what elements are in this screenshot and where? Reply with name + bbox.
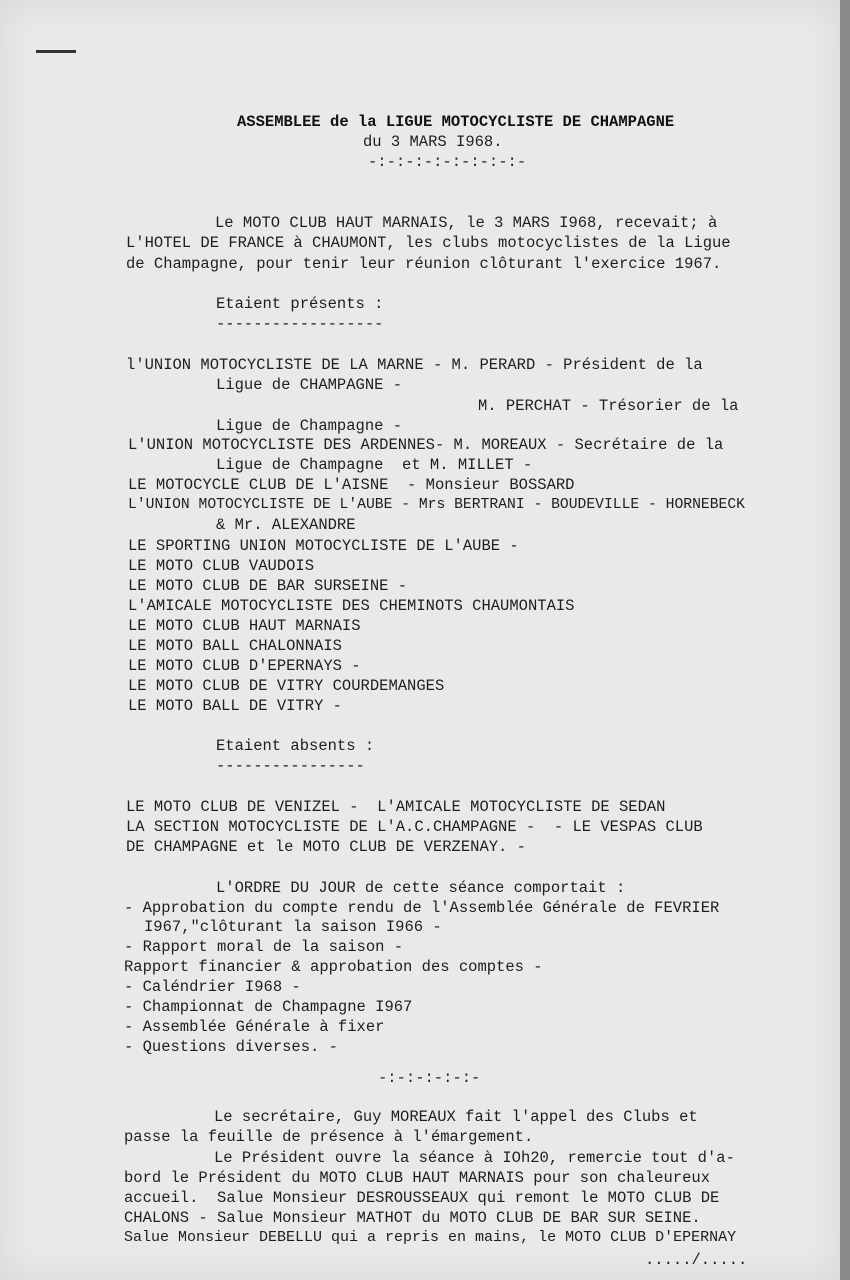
body-line: passe la feuille de présence à l'émargement. <box>124 1128 534 1146</box>
absents-underline: ---------------- <box>216 757 365 775</box>
body-line: Salue Monsieur DEBELLU qui a repris en mains, le MOTO CLUB D'EPERNAY <box>124 1229 737 1246</box>
agenda-intro: L'ORDRE DU JOUR de cette séance comportait : <box>216 879 626 897</box>
present-line: LE MOTO BALL DE VITRY - <box>128 697 342 715</box>
present-line: LE MOTO CLUB HAUT MARNAIS <box>128 617 361 635</box>
present-line: Ligue de CHAMPAGNE - <box>216 376 403 394</box>
body-line: Le secrétaire, Guy MOREAUX fait l'appel des Clubs et <box>214 1108 698 1126</box>
agenda-line: - Rapport moral de la saison - <box>124 938 404 956</box>
present-line: L'UNION MOTOCYCLISTE DE L'AUBE - Mrs BERTRANI - BOUDEVILLE - HORNEBECK <box>128 497 745 513</box>
intro-line: Le MOTO CLUB HAUT MARNAIS, le 3 MARS I968, recevait; à <box>215 214 718 232</box>
agenda-line: Rapport financier & approbation des comptes - <box>124 958 543 976</box>
present-line: M. PERCHAT - Trésorier de la <box>478 397 739 415</box>
present-line: Ligue de Champagne - <box>216 417 403 435</box>
presents-underline: ------------------ <box>216 315 384 333</box>
agenda-line: - Championnat de Champagne I967 <box>124 998 413 1016</box>
present-line: & Mr. ALEXANDRE <box>216 516 356 534</box>
continuation-mark: ...../..... <box>645 1251 748 1269</box>
body-line: accueil. Salue Monsieur DESROUSSEAUX qui remont le MOTO CLUB DE <box>124 1189 720 1207</box>
present-line: LE MOTO CLUB D'EPERNAYS - <box>128 657 361 675</box>
agenda-separator: -:-:-:-:-:- <box>378 1069 481 1087</box>
present-line: LE MOTOCYCLE CLUB DE L'AISNE - Monsieur BOSSARD <box>128 476 575 494</box>
agenda-line: - Approbation du compte rendu de l'Assemblée Générale de FEVRIER <box>124 899 720 917</box>
agenda-line: - Questions diverses. - <box>124 1038 338 1056</box>
agenda-line: - Caléndrier I968 - <box>124 978 301 996</box>
presents-heading: Etaient présents : <box>216 295 384 313</box>
staple-mark <box>36 50 76 53</box>
present-line: LE MOTO CLUB VAUDOIS <box>128 557 315 575</box>
absent-line: LE MOTO CLUB DE VENIZEL - L'AMICALE MOTOCYCLISTE DE SEDAN <box>126 798 666 816</box>
body-line: bord le Président du MOTO CLUB HAUT MARNAIS pour son chaleureux <box>124 1169 710 1187</box>
present-line: L'AMICALE MOTOCYCLISTE DES CHEMINOTS CHAUMONTAIS <box>128 597 575 615</box>
header-separator: -:-:-:-:-:-:-:-:- <box>368 153 527 171</box>
agenda-line: I967,"clôturant la saison I966 - <box>144 918 442 936</box>
body-line: Le Président ouvre la séance à IOh20, remercie tout d'a- <box>214 1149 735 1167</box>
document-date: du 3 MARS I968. <box>363 133 503 151</box>
absents-heading: Etaient absents : <box>216 737 375 755</box>
scan-edge <box>840 0 850 1280</box>
intro-line: de Champagne, pour tenir leur réunion clôturant l'exercice 1967. <box>126 255 722 273</box>
present-line: LE SPORTING UNION MOTOCYCLISTE DE L'AUBE - <box>128 537 519 555</box>
absent-line: DE CHAMPAGNE et le MOTO CLUB DE VERZENAY. - <box>126 838 526 856</box>
present-line: L'UNION MOTOCYCLISTE DES ARDENNES- M. MOREAUX - Secrétaire de la <box>128 436 724 454</box>
absent-line: LA SECTION MOTOCYCLISTE DE L'A.C.CHAMPAGNE - - LE VESPAS CLUB <box>126 818 703 836</box>
present-line: Ligue de Champagne et M. MILLET - <box>216 456 533 474</box>
present-line: l'UNION MOTOCYCLISTE DE LA MARNE - M. PERARD - Président de la <box>126 356 703 374</box>
body-line: CHALONS - Salue Monsieur MATHOT du MOTO CLUB DE BAR SUR SEINE. <box>124 1209 701 1227</box>
present-line: LE MOTO CLUB DE BAR SURSEINE - <box>128 577 408 595</box>
present-line: LE MOTO CLUB DE VITRY COURDEMANGES <box>128 677 445 695</box>
agenda-line: - Assemblée Générale à fixer <box>124 1018 385 1036</box>
intro-line: L'HOTEL DE FRANCE à CHAUMONT, les clubs motocyclistes de la Ligue <box>126 234 731 252</box>
present-line: LE MOTO BALL CHALONNAIS <box>128 637 342 655</box>
document-title: ASSEMBLEE de la LIGUE MOTOCYCLISTE DE CHAMPAGNE <box>237 113 675 131</box>
